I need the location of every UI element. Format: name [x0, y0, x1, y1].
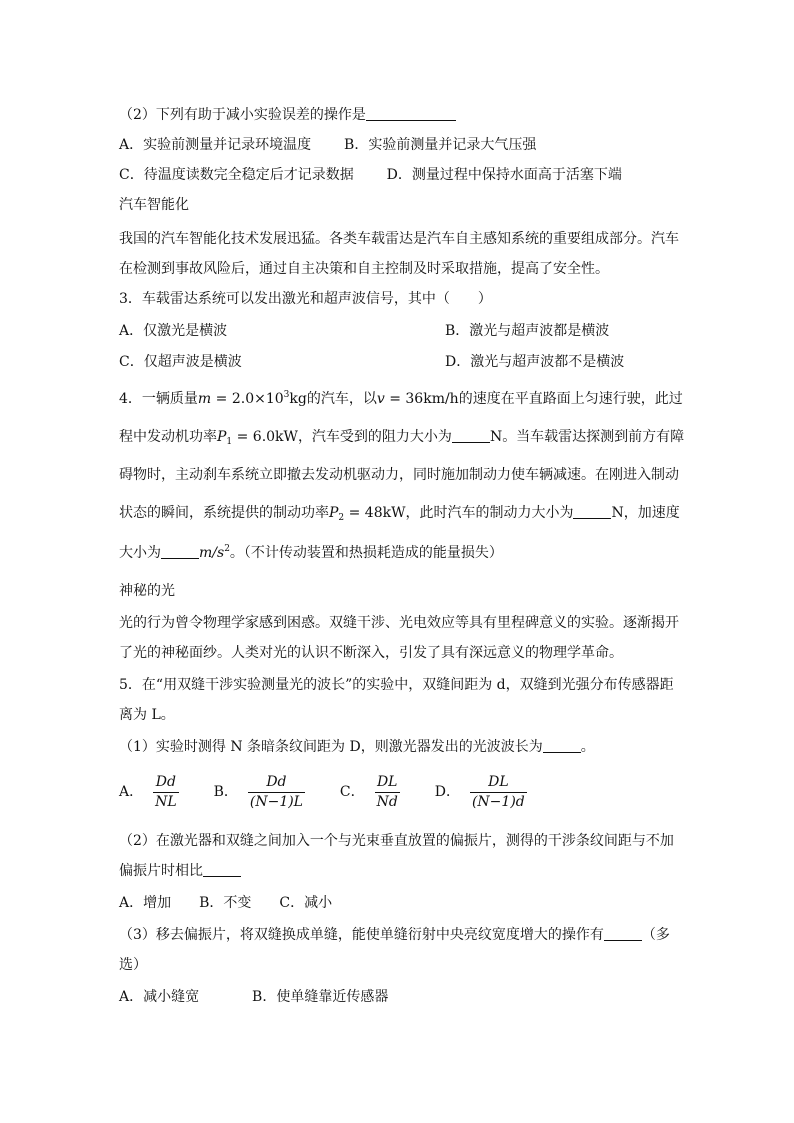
fraction: $\frac{DL}{(N-1)d}$ — [471, 773, 525, 810]
q3-options-row2 — [119, 353, 679, 371]
q4-line4: 状态的瞬间，系统提供的制动功率$P_2 = 48kW$，此时汽车的制动力大小为 N，加速度 — [119, 505, 680, 523]
q5-sub3-option-b: B．使单缝靠近传感器 — [252, 989, 389, 1005]
q4-line2: 程中发动机功率$P_1 = 6.0kW$，汽车受到的阻力大小为 N。当车载雷达探测到前方有障 — [119, 429, 685, 447]
answer-blank — [203, 862, 241, 877]
fraction: $\frac{Dd}{(N-1)L}$ — [249, 773, 303, 810]
answer-blank — [543, 738, 581, 753]
answer-blank — [161, 544, 199, 559]
q5-sub3-options — [119, 988, 388, 1006]
fraction: $\frac{DL}{Nd}$ — [376, 773, 398, 810]
q5-sub3-line2: 选） — [119, 957, 147, 973]
q2-option-d: D．测量过程中保持水面高于活塞下端 — [386, 167, 622, 183]
q5-stem-line2: 离为 L。 — [119, 707, 175, 723]
q2-option-c: C．待温度读数完全稳定后才记录数据 — [119, 167, 354, 183]
q5-sub3-option-a: A．减小缝宽 — [119, 989, 200, 1005]
q3-option-d: D．激光与超声波都不是横波 — [445, 354, 625, 370]
q5-sub2-line2: 偏振片时相比 — [119, 862, 241, 880]
section-heading-car: 汽车智能化 — [119, 197, 189, 213]
q5-option-a: A． $\frac{Dd}{NL}$ — [119, 773, 177, 810]
answer-blank — [452, 428, 490, 443]
q3-stem: 3．车载雷达系统可以发出激光和超声波信号，其中（ ） — [119, 291, 492, 307]
fraction: $\frac{Dd}{NL}$ — [155, 773, 177, 810]
q3-options-row1 — [119, 322, 679, 340]
q5-option-d: D． $\frac{DL}{(N-1)d}$ — [434, 773, 525, 810]
q2-option-a: A．实验前测量并记录环境温度 — [119, 137, 312, 153]
q4-line5: 大小为 $m/s^2$。（不计传动装置和热损耗造成的能量损失） — [119, 544, 503, 561]
q4-line3: 碍物时，主动刹车系统立即撤去发动机驱动力，同时施加制动力使车辆减速。在刚进入制动 — [119, 467, 679, 483]
q4-line1: 4．一辆质量$m = 2.0\times 10^3kg$的汽车，以v = 36km/h的速度在平直路面上匀速行驶，此过 — [119, 390, 683, 407]
q5-stem-line1: 5．在“用双缝干涉实验测量光的波长”的实验中，双缝间距为 d，双缝到光强分布传感器距 — [119, 677, 674, 693]
q3-option-c: C．仅超声波是横波 — [119, 354, 242, 370]
q2-stem: （2）下列有助于减小实验误差的操作是 — [119, 106, 456, 124]
q3-option-a: A．仅激光是横波 — [119, 323, 228, 339]
answer-blank — [573, 504, 611, 519]
q5-sub1: （1）实验时测得 N 条暗条纹间距为 D，则激光器发出的光波波长为 。 — [119, 739, 595, 755]
answer-blank — [604, 926, 642, 941]
section-light-para-line2: 了光的神秘面纱。人类对光的认识不断深入，引发了具有深远意义的物理学革命。 — [119, 645, 623, 661]
q5-sub2-options: A．增加 B．不变 C．减小 — [119, 895, 333, 911]
q2-options-row1 — [119, 136, 536, 154]
section-heading-light: 神秘的光 — [119, 583, 175, 599]
q2-options-row2 — [119, 166, 622, 184]
section-light-para-line1: 光的行为曾令物理学家感到困惑。双缝干涉、光电效应等具有里程碑意义的实验。逐渐揭开 — [119, 615, 679, 631]
q5-option-b: B． $\frac{Dd}{(N-1)L}$ — [213, 773, 303, 810]
section-car-para-line1: 我国的汽车智能化技术发展迅猛。各类车载雷达是汽车自主感知系统的重要组成部分。汽车 — [119, 231, 679, 247]
answer-blank — [366, 106, 456, 121]
q2-option-b: B．实验前测量并记录大气压强 — [344, 137, 537, 153]
q5-option-c: C． $\frac{DL}{Nd}$ — [339, 773, 398, 810]
q3-option-b: B．激光与超声波都是横波 — [445, 323, 610, 339]
q5-sub1-options — [119, 772, 531, 812]
q5-sub3-line1: （3）移去偏振片，将双缝换成单缝，能使单缝衍射中央亮纹宽度增大的操作有 （多 — [119, 927, 670, 943]
q5-sub2-line1: （2）在激光器和双缝之间加入一个与光束垂直放置的偏振片，测得的干涉条纹间距与不加 — [119, 833, 674, 849]
section-car-para-line2: 在检测到事故风险后，通过自主决策和自主控制及时采取措施，提高了安全性。 — [119, 261, 609, 277]
